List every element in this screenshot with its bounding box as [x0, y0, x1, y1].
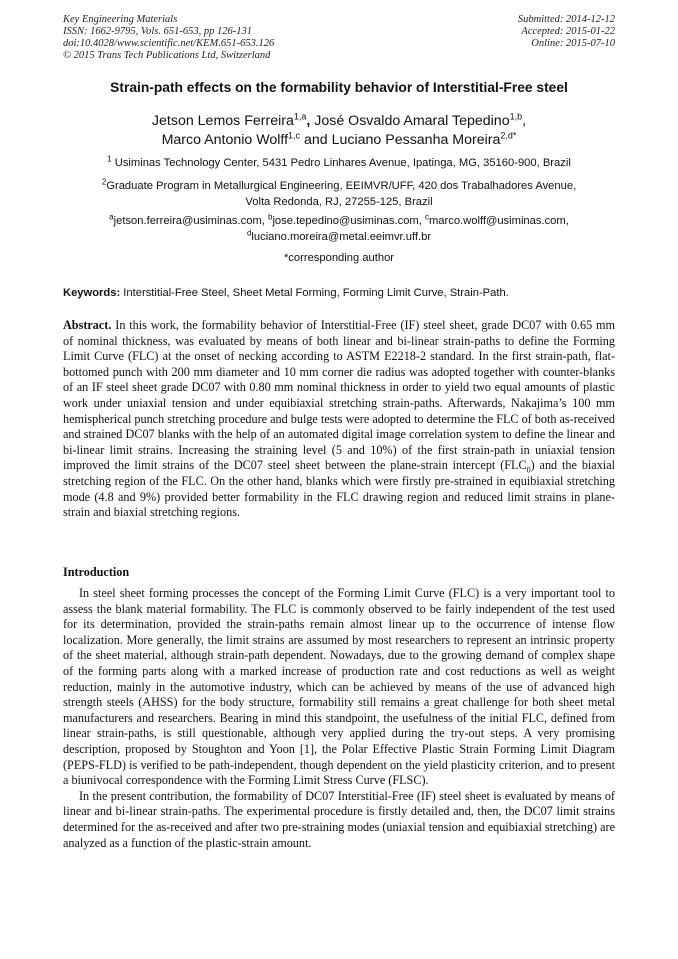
abstract	[63, 318, 615, 521]
email-marker: c	[424, 212, 429, 222]
keywords-text: Interstitial-Free Steel, Sheet Metal Forming, Forming Limit Curve, Strain-Path.	[120, 287, 509, 299]
journal-copyright: © 2015 Trans Tech Publications Ltd, Switzerland	[63, 50, 271, 61]
journal-name: Key Engineering Materials	[63, 14, 178, 25]
author-emails	[60, 213, 618, 245]
submitted-date: Submitted: 2014-12-12	[517, 14, 615, 25]
email-link[interactable]: marco.wolff@usiminas.com,	[428, 215, 569, 227]
journal-doi[interactable]: doi:10.4028/www.scientific.net/KEM.651-653.126	[63, 38, 275, 49]
keywords-label: Keywords:	[63, 287, 121, 299]
author-affiliation-marker: 1,a	[293, 111, 307, 122]
author-name: Jetson Lemos Ferreira	[151, 113, 294, 129]
author-name: José Osvaldo Amaral Tepedino	[314, 113, 510, 129]
section-heading: Introduction	[63, 565, 130, 579]
author-name: Marco Antonio Wolff	[161, 132, 289, 148]
email-link[interactable]: luciano.moreira@metal.eeimvr.uff.br	[251, 231, 432, 243]
affiliation-text: Usiminas Technology Center, 5431 Pedro Linhares Avenue, Ipatinga, MG, 35160-900, Brazil	[111, 157, 571, 169]
affiliation-marker: 2	[101, 177, 107, 187]
author-affiliation-marker: 1,b	[509, 111, 523, 122]
author-separator: ,	[522, 113, 527, 129]
affiliation-1	[60, 155, 618, 171]
affiliation-2	[60, 178, 618, 210]
email-marker: a	[109, 212, 114, 222]
author-affiliation-marker: 2,d*	[500, 130, 517, 141]
author-list	[40, 112, 638, 150]
keywords	[63, 286, 615, 300]
affiliation-text: Volta Redonda, RJ, 27255-125, Brazil	[245, 196, 433, 208]
abstract-text: In this work, the formability behavior of Interstitial-Free (IF) steel sheet, grade DC07 with 0.65 mm of nominal thickness, was evaluated by means of both linear and bi-linear strain-paths to define the Forming Limit Curve (FLC) at the onset of necking according to ASTM E2218-2 standard. In the first strain-path, flat-bottomed punch with 200 mm diameter and 10 mm corner die radius was adopted together with counter-blanks of an IF steel sheet grade DC07 with 0.80 mm nominal thickness in order to yield two equal amounts of plastic work under uniaxial tension and under equibiaxial stretching strain-paths. Afterwards, Nakajima’s 100 mm hemispherical punch stretching procedure and bulge tests were adopted to determine the FLC of both as-received and strained DC07 blanks with the help of an automated digital image correlation system to define the linear and bi-linear limit strains. Increasing the straining level (5 and 10%) of the first strain-path in uniaxial tension improved the limit strains of the DC07 steel sheet between the plane-strain intercept (FLC	[63, 318, 615, 473]
paragraph: In steel sheet forming processes the concept of the Forming Limit Curve (FLC) is a very important tool to assess the blank material formability. The FLC is commonly observed to be fairly independent of the test used for its determination, provided the strain-paths remain almost linear up to the occurrence of intense flow localization. More generally, the limit strains are assumed by most researchers to represent an intrinsic property of the sheet material, although strain-path dependent. Nowadays, due to the growing demand of complex shape of the forming parts along with a marked increase of production rate and cost reductions as well as weight reduction, mainly in the automotive industry, which can be achieved by means of the use of advanced high strength steels (AHSS) for the body structure, formability still remains a great challenge for both sheet metal manufacturers and researchers. Bearing in mind this standpoint, the usefulness of the initial FLC, defined from linear strain-paths, is still questionable, although very applied during the try-out steps. A very promising description, proposed by Stoughton and Yoon [1], the Polar Effective Plastic Strain Forming Limit Diagram (PEPS-FLD) is verified to be path-independent, though dependent on the yield plasticity criterion, and to present a biunivocal correspondence with the Forming Limit Stress Curve (FLSC).	[63, 586, 615, 788]
affiliation-text: Graduate Program in Metallurgical Engineering, EEIMVR/UFF, 420 dos Trabalhadores Avenue,	[106, 180, 577, 192]
corresponding-author-note: *corresponding author	[283, 252, 395, 264]
affiliation-marker: 1	[107, 154, 112, 164]
journal-header	[63, 14, 274, 62]
introduction-body	[63, 586, 615, 851]
email-marker: d	[246, 228, 252, 238]
author-name: Luciano Pessanha Moreira	[331, 132, 501, 148]
paragraph: In the present contribution, the formability of DC07 Interstitial-Free (IF) steel sheet is evaluated by means of linear and bi-linear strain-paths. The experimental procedure is firstly detailed and, then, the DC07 limit strains determined for the as-received and after two pre-straining modes (uniaxial tension and equibiaxial stretching) are analyzed as a function of the plastic-strain amount.	[63, 788, 615, 850]
author-separator: and	[300, 132, 332, 148]
email-link[interactable]: jose.tepedino@usiminas.com,	[272, 215, 425, 227]
author-affiliation-marker: 1,c	[288, 130, 301, 141]
author-separator: ,	[306, 113, 315, 129]
email-link[interactable]: jetson.ferreira@usiminas.com,	[113, 215, 268, 227]
abstract-label: Abstract.	[63, 318, 112, 332]
online-date: Online: 2015-07-10	[531, 38, 615, 49]
journal-issn: ISSN: 1662-9795, Vols. 651-653, pp 126-131	[63, 26, 252, 37]
abstract-subscript: 0	[526, 465, 531, 475]
submission-dates	[518, 14, 615, 50]
paper-title: Strain-path effects on the formability behavior of Interstitial-Free steel	[110, 80, 568, 95]
abstract-text: ) and the biaxial stretching region of the FLC. On the other hand, blanks which were firstly pre-strained in equibiaxial stretching mode (4.8 and 9%) provided better formability in the FLC drawing region and reduced limit strains in plane-strain and biaxial stretching regions.	[63, 458, 615, 520]
accepted-date: Accepted: 2015-01-22	[521, 26, 615, 37]
email-marker: b	[267, 212, 273, 222]
